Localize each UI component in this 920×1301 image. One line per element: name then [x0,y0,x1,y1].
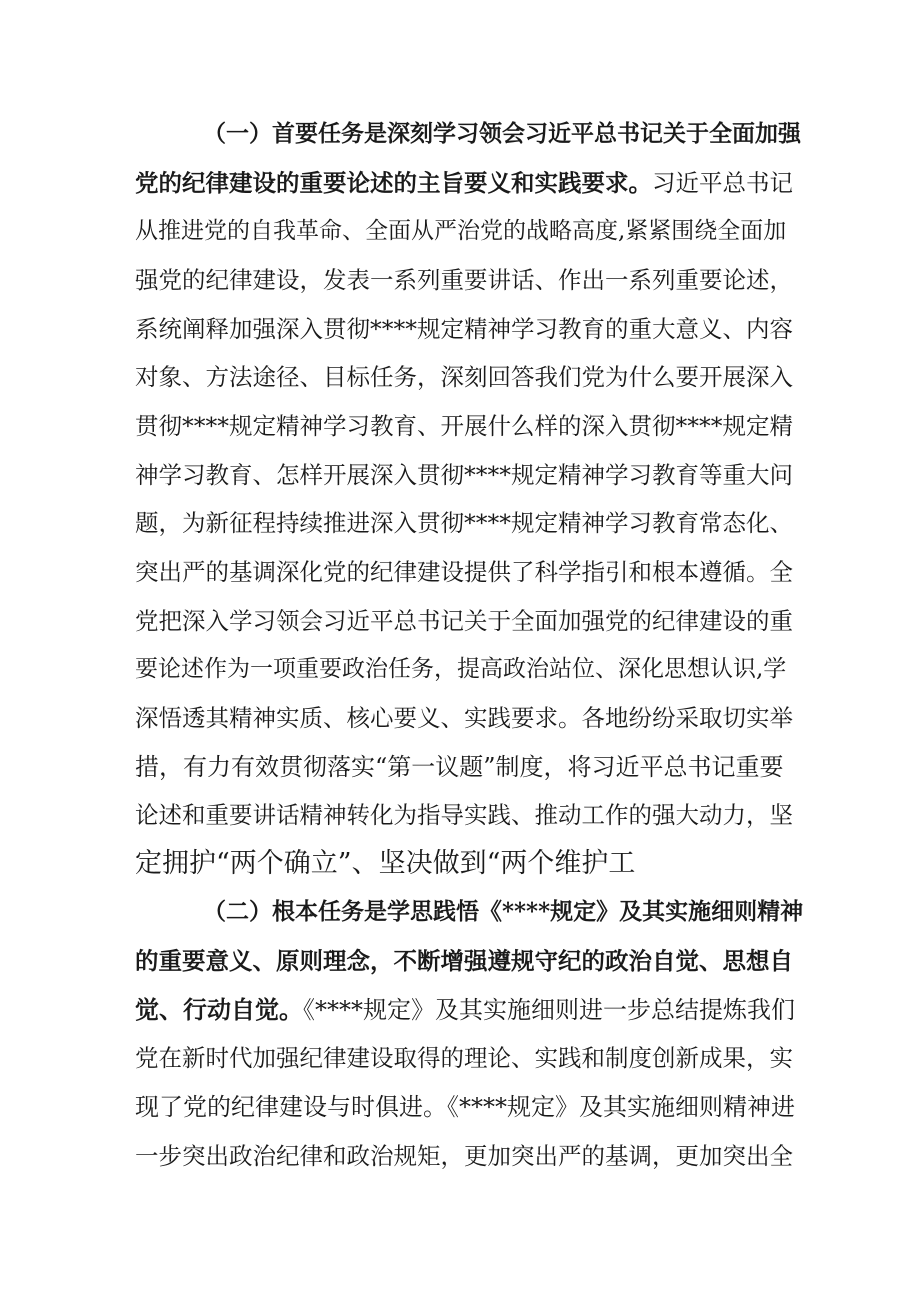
paragraph1-line-11: 党把深入学习领会习近平总书记关于全面加强党的纪律建设的重 [135,607,793,635]
paragraph2-heading-end: 觉、行动自觉。 [135,995,303,1024]
paragraph1-line-4: 强党的纪律建设，发表一系列重要讲话、作出一系列重要论述， [135,266,793,294]
paragraph1-line-8: 神学习教育、怎样开展深入贯彻****规定精神学习教育等重大问 [135,461,793,489]
paragraph2-line-1: （二）根本任务是学思践悟《****规定》及其实施细则精神 [203,898,804,925]
paragraph1-line-12: 要论述作为一项重要政治任务，提高政治站位、深化思想认识,学 [135,656,787,682]
paragraph1-line-15: 论述和重要讲话精神转化为指导实践、推动工作的强大动力，坚 [135,801,793,829]
paragraph1-line-2 [135,163,795,203]
paragraph1-line-9: 题，为新征程持续推进深入贯彻****规定精神学习教育常态化、 [135,509,793,537]
paragraph2-line-2: 的重要意义、原则理念，不断增强遵规守纪的政治自觉、思想自 [135,947,793,975]
paragraph1-heading-end: 党的纪律建设的重要论述的主旨要义和实践要求。 [135,169,652,197]
paragraph2-line-3 [135,990,795,1030]
paragraph1-line-1: （一）首要任务是深刻学习领会习近平总书记关于全面加强 [203,120,801,147]
paragraph2-line-4: 党在新时代加强纪律建设取得的理论、实践和制度创新成果，实 [135,1044,793,1072]
paragraph1-line-13: 深悟透其精神实质、核心要义、实践要求。各地纷纷采取切实举 [135,704,793,732]
paragraph1-line-10: 突出严的基调深化党的纪律建设提供了科学指引和根本遵循。全 [135,558,793,586]
paragraph1-line-16: 定拥护“两个确立”、坚决做到“两个维护工 [135,848,636,879]
paragraph1-line-2-rest: 习近平总书记 [652,169,793,197]
paragraph1-line-5: 系统阐释加强深入贯彻****规定精神学习教育的重大意义、内容 [135,315,793,343]
paragraph2-line-5: 现了党的纪律建设与时俱进。《****规定》及其实施细则精神进 [135,1093,795,1121]
paragraph1-line-7: 贯彻****规定精神学习教育、开展什么样的深入贯彻****规定精 [135,412,793,440]
paragraph2-line-6: 一步突出政治纪律和政治规矩，更加突出严的基调，更加突出全 [135,1142,793,1170]
paragraph1-line-3: 从推进党的自我革命、全面从严治党的战略高度,紧紧围绕全面加 [135,218,787,244]
paragraph1-line-14: 措，有力有效贯彻落实“第一议题”制度，将习近平总书记重要 [135,753,784,781]
paragraph2-line-3-rest: 《****规定》及其实施细则进一步总结提炼我们 [303,996,795,1024]
paragraph1-line-6: 对象、方法途径、目标任务，深刻回答我们党为什么要开展深入 [135,363,793,391]
